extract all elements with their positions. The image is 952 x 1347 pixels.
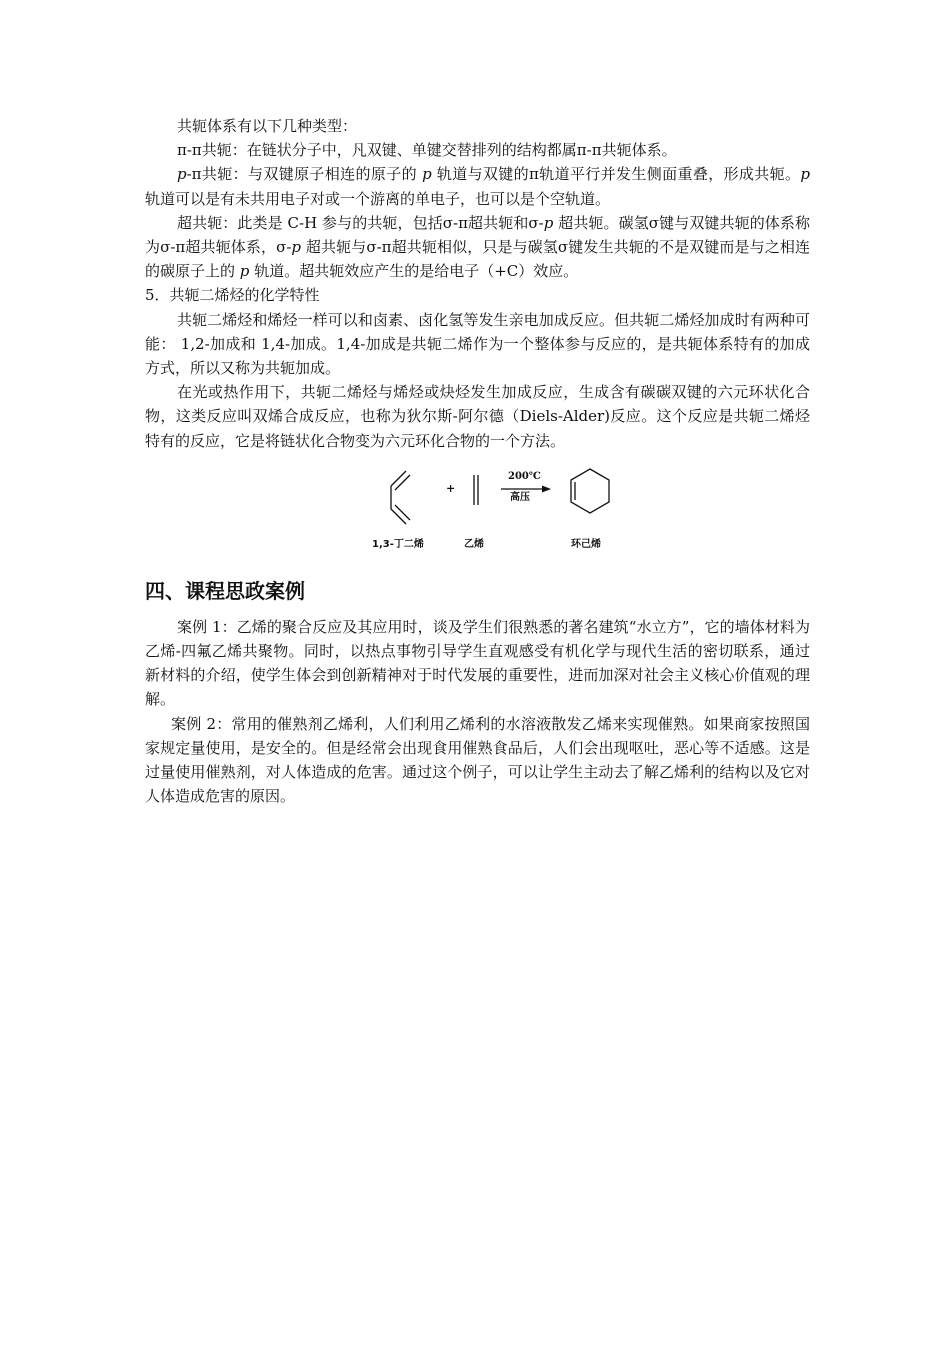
p-pi-orbital-2: p bbox=[800, 165, 810, 184]
document-page bbox=[145, 114, 810, 808]
section-5-paragraph-1: 共轭二烯烃和烯烃一样可以和卤素、卤化氢等发生亲电加成反应。但共轭二烯烃加成时有两种可能： 1,2-加成和 1,4-加成。1,4-加成是共轭二烯作为一个整体参与反应的，是共轭体系特有的加成方式，所以又称为共轭加成。 bbox=[145, 310, 810, 378]
section-5-paragraph-2: 在光或热作用下，共轭二烯烃与烯烃或炔烃发生加成反应，生成含有碳碳双键的六元环状化合物，这类反应叫双烯合成反应，也称为狄尔斯-阿尔德（Diels-Alder)反应。这个反应是共轭二烯烃特有的反应，它是将链状化合物变为六元环化合物的一个方法。 bbox=[145, 383, 810, 450]
p-pi-text-2: 轨道与双键的π轨道平行并发生侧面重叠，形成共轭。 bbox=[436, 165, 801, 184]
ethylene-structure bbox=[474, 475, 478, 505]
plus-sign: + bbox=[446, 481, 456, 495]
p-pi-conjugation-paragraph bbox=[145, 162, 810, 210]
pi-pi-term: π-π共轭： bbox=[177, 141, 247, 160]
condition-pressure: 高压 bbox=[510, 491, 530, 503]
butadiene-structure bbox=[391, 471, 410, 524]
conjugation-types-intro: 共轭体系有以下几种类型： bbox=[177, 117, 358, 135]
case-2-paragraph: 案例 2：常用的催熟剂乙烯利，人们利用乙烯利的水溶液散发乙烯来实现催熟。如果商家按照国家规定量使用，是安全的。但是经常会出现食用催熟食品后，人们会出现呕吐，恶心等不适感。这是过量使用催熟剂，对人体造成的危害。通过这个例子，可以让学生主动去了解乙烯利的结构以及它对人体造成危害的原因。 bbox=[145, 714, 810, 806]
p-pi-term-italic: p bbox=[177, 165, 187, 184]
hyperconjugation-paragraph bbox=[145, 211, 810, 284]
hyper-text-3: 超共轭与σ-π超共轭相似，只是与碳氢σ键发生共轭的不是双键而是与之相连的碳原子上的 bbox=[145, 238, 810, 281]
condition-temperature: 200℃ bbox=[508, 470, 541, 482]
p-pi-text-3: 轨道可以是有未共用电子对或一个游离的单电子，也可以是个空轨道。 bbox=[145, 189, 611, 208]
hyper-orbital-2: p bbox=[291, 238, 302, 257]
ethylene-label: 乙烯 bbox=[464, 538, 484, 550]
p-pi-term-rest: -π共轭： bbox=[186, 165, 248, 184]
hyper-orbital-1: p bbox=[543, 213, 554, 232]
hyper-text-1: 此类是 C-H 参与的共轭，包括σ-π超共轭和σ- bbox=[237, 213, 544, 232]
p-pi-text-1: 与双键原子相连的原子的 bbox=[247, 165, 417, 184]
section-5-title: 5．共轭二烯烃的化学特性 bbox=[145, 286, 320, 305]
cyclohexene-label: 环己烯 bbox=[571, 538, 601, 550]
p-pi-orbital-1: p bbox=[422, 165, 432, 184]
cyclohexene-structure bbox=[571, 469, 609, 513]
section-4-heading: 四、课程思政案例 bbox=[145, 578, 305, 603]
hyper-text-4: 轨道。超共轭效应产生的是给电子（+C）效应。 bbox=[254, 262, 579, 281]
diels-alder-reaction-scheme bbox=[145, 463, 810, 563]
butadiene-label: 1,3-丁二烯 bbox=[372, 538, 424, 550]
hyper-term: 超共轭： bbox=[177, 213, 238, 232]
pi-pi-conjugation-paragraph bbox=[145, 138, 810, 162]
hyper-orbital-3: p bbox=[239, 262, 250, 281]
case-1-paragraph: 案例 1：乙烯的聚合反应及其应用时，谈及学生们很熟悉的著名建筑“水立方”，它的墙体材料为乙烯-四氟乙烯共聚物。同时，以热点事物引导学生直观感受有机化学与现代生活的密切联系，通过新材料的介绍，使学生体会到创新精神对于时代发展的重要性，进而加深对社会主义核心价值观的理解。 bbox=[145, 617, 810, 709]
hyper-text-2: 超共轭。碳氢σ键与双键共轭的体系称为σ-π超共轭体系，σ- bbox=[145, 213, 810, 257]
pi-pi-text: 在链状分子中，凡双键、单键交替排列的结构都属π-π共轭体系。 bbox=[246, 141, 677, 160]
